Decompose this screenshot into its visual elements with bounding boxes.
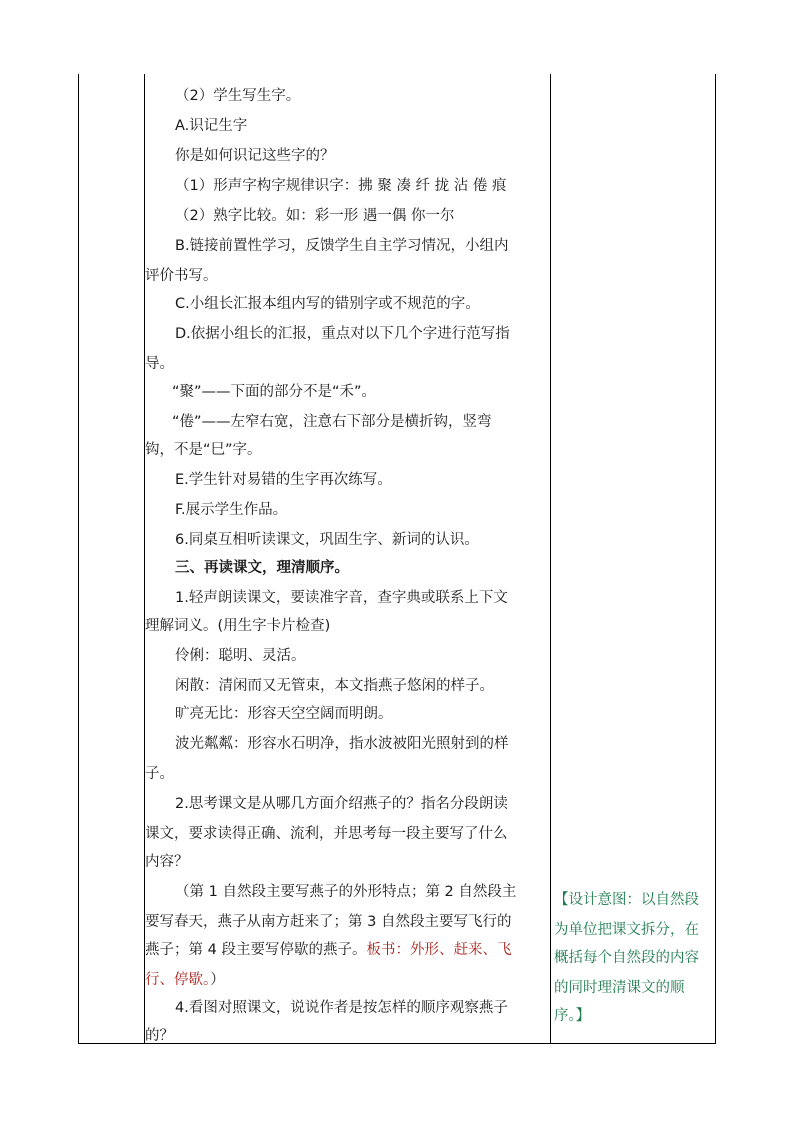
text-line: 的？: [145, 1028, 174, 1044]
text-line: C.小组长汇报本组内写的错别字或不规范的字。: [175, 296, 480, 312]
text-line: 你是如何识记这些字的？: [175, 148, 335, 164]
text-line: “倦”——左窄右宽，注意右下部分是横折钩，竖弯: [172, 414, 492, 430]
text-line: 1.轻声朗读课文，要读准字音，查字典或联系上下文: [175, 590, 508, 606]
text-line: （1）形声字构字规律识字：拂 聚 凑 纤 拢 沾 倦 痕: [175, 178, 507, 194]
text-line: E.学生针对易错的生字再次练写。: [175, 472, 392, 488]
text-line: 课文，要求读得正确、流利，并思考每一段主要写了什么: [145, 826, 508, 842]
design-intent-line: 【设计意图：以自然段: [554, 892, 699, 908]
text-line: 要写春天，燕子从南方赶来了；第 3 自然段主要写飞行的: [145, 914, 512, 930]
section-heading: 三、再读课文，理清顺序。: [175, 560, 349, 576]
text-segment: ）: [210, 972, 225, 988]
text-line: 评价书写。: [145, 268, 218, 284]
vocab-line: 旷亮无比：形容天空空阔而明朗。: [175, 706, 393, 722]
text-segment: 燕子；第 4 段主要写停歇的燕子。: [145, 942, 367, 958]
text-line: 钩，不是“巳”字。: [145, 442, 262, 458]
table-divider-2: [550, 74, 551, 1044]
text-line: （2）学生写生字。: [175, 88, 301, 104]
text-line: 导。: [145, 356, 174, 372]
table-border-right: [715, 74, 716, 1044]
text-line: [145, 970, 225, 990]
text-line: 理解词义。(用生字卡片检查): [145, 618, 331, 634]
table-border-left: [78, 74, 79, 1044]
vocab-line: 波光粼粼：形容水石明净，指水波被阳光照射到的样: [175, 736, 509, 752]
vocab-line: 闲散：清闲而又无管束，本文指燕子悠闲的样子。: [175, 678, 494, 694]
text-line: 6.同桌互相听读课文，巩固生字、新词的认识。: [175, 532, 479, 548]
text-line: 子。: [145, 766, 174, 782]
text-line: F.展示学生作品。: [175, 502, 288, 518]
design-intent-line: 概括每个自然段的内容: [554, 950, 699, 966]
text-line: D.依据小组长的汇报，重点对以下几个字进行范写指: [175, 326, 510, 342]
text-line: “聚”——下面的部分不是“禾”。: [172, 384, 377, 400]
text-line: B.链接前置性学习，反馈学生自主学习情况，小组内: [175, 238, 509, 254]
blackboard-note: 行、停歇。: [145, 972, 211, 988]
text-line: 2.思考课文是从哪几方面介绍燕子的？指名分段朗读: [175, 796, 508, 812]
lesson-table: [78, 74, 716, 1044]
design-intent-line: 为单位把课文拆分，在: [554, 922, 699, 938]
blackboard-note: 板书：外形、赶来、飞: [366, 942, 512, 958]
design-intent-line: 的同时理清课文的顺: [554, 980, 685, 996]
text-line: （第 1 自然段主要写燕子的外形特点；第 2 自然段主: [175, 884, 517, 900]
text-line: 4.看图对照课文，说说作者是按怎样的顺序观察燕子: [175, 1000, 508, 1016]
text-line: A.识记生字: [175, 118, 248, 134]
design-intent-line: 序。】: [554, 1008, 591, 1024]
vocab-line: 伶俐：聪明、灵活。: [175, 648, 306, 664]
text-line: （2）熟字比较。如：彩一形 遇一偶 你一尔: [175, 208, 455, 224]
text-line: 内容？: [145, 854, 189, 870]
text-line: [145, 940, 511, 960]
